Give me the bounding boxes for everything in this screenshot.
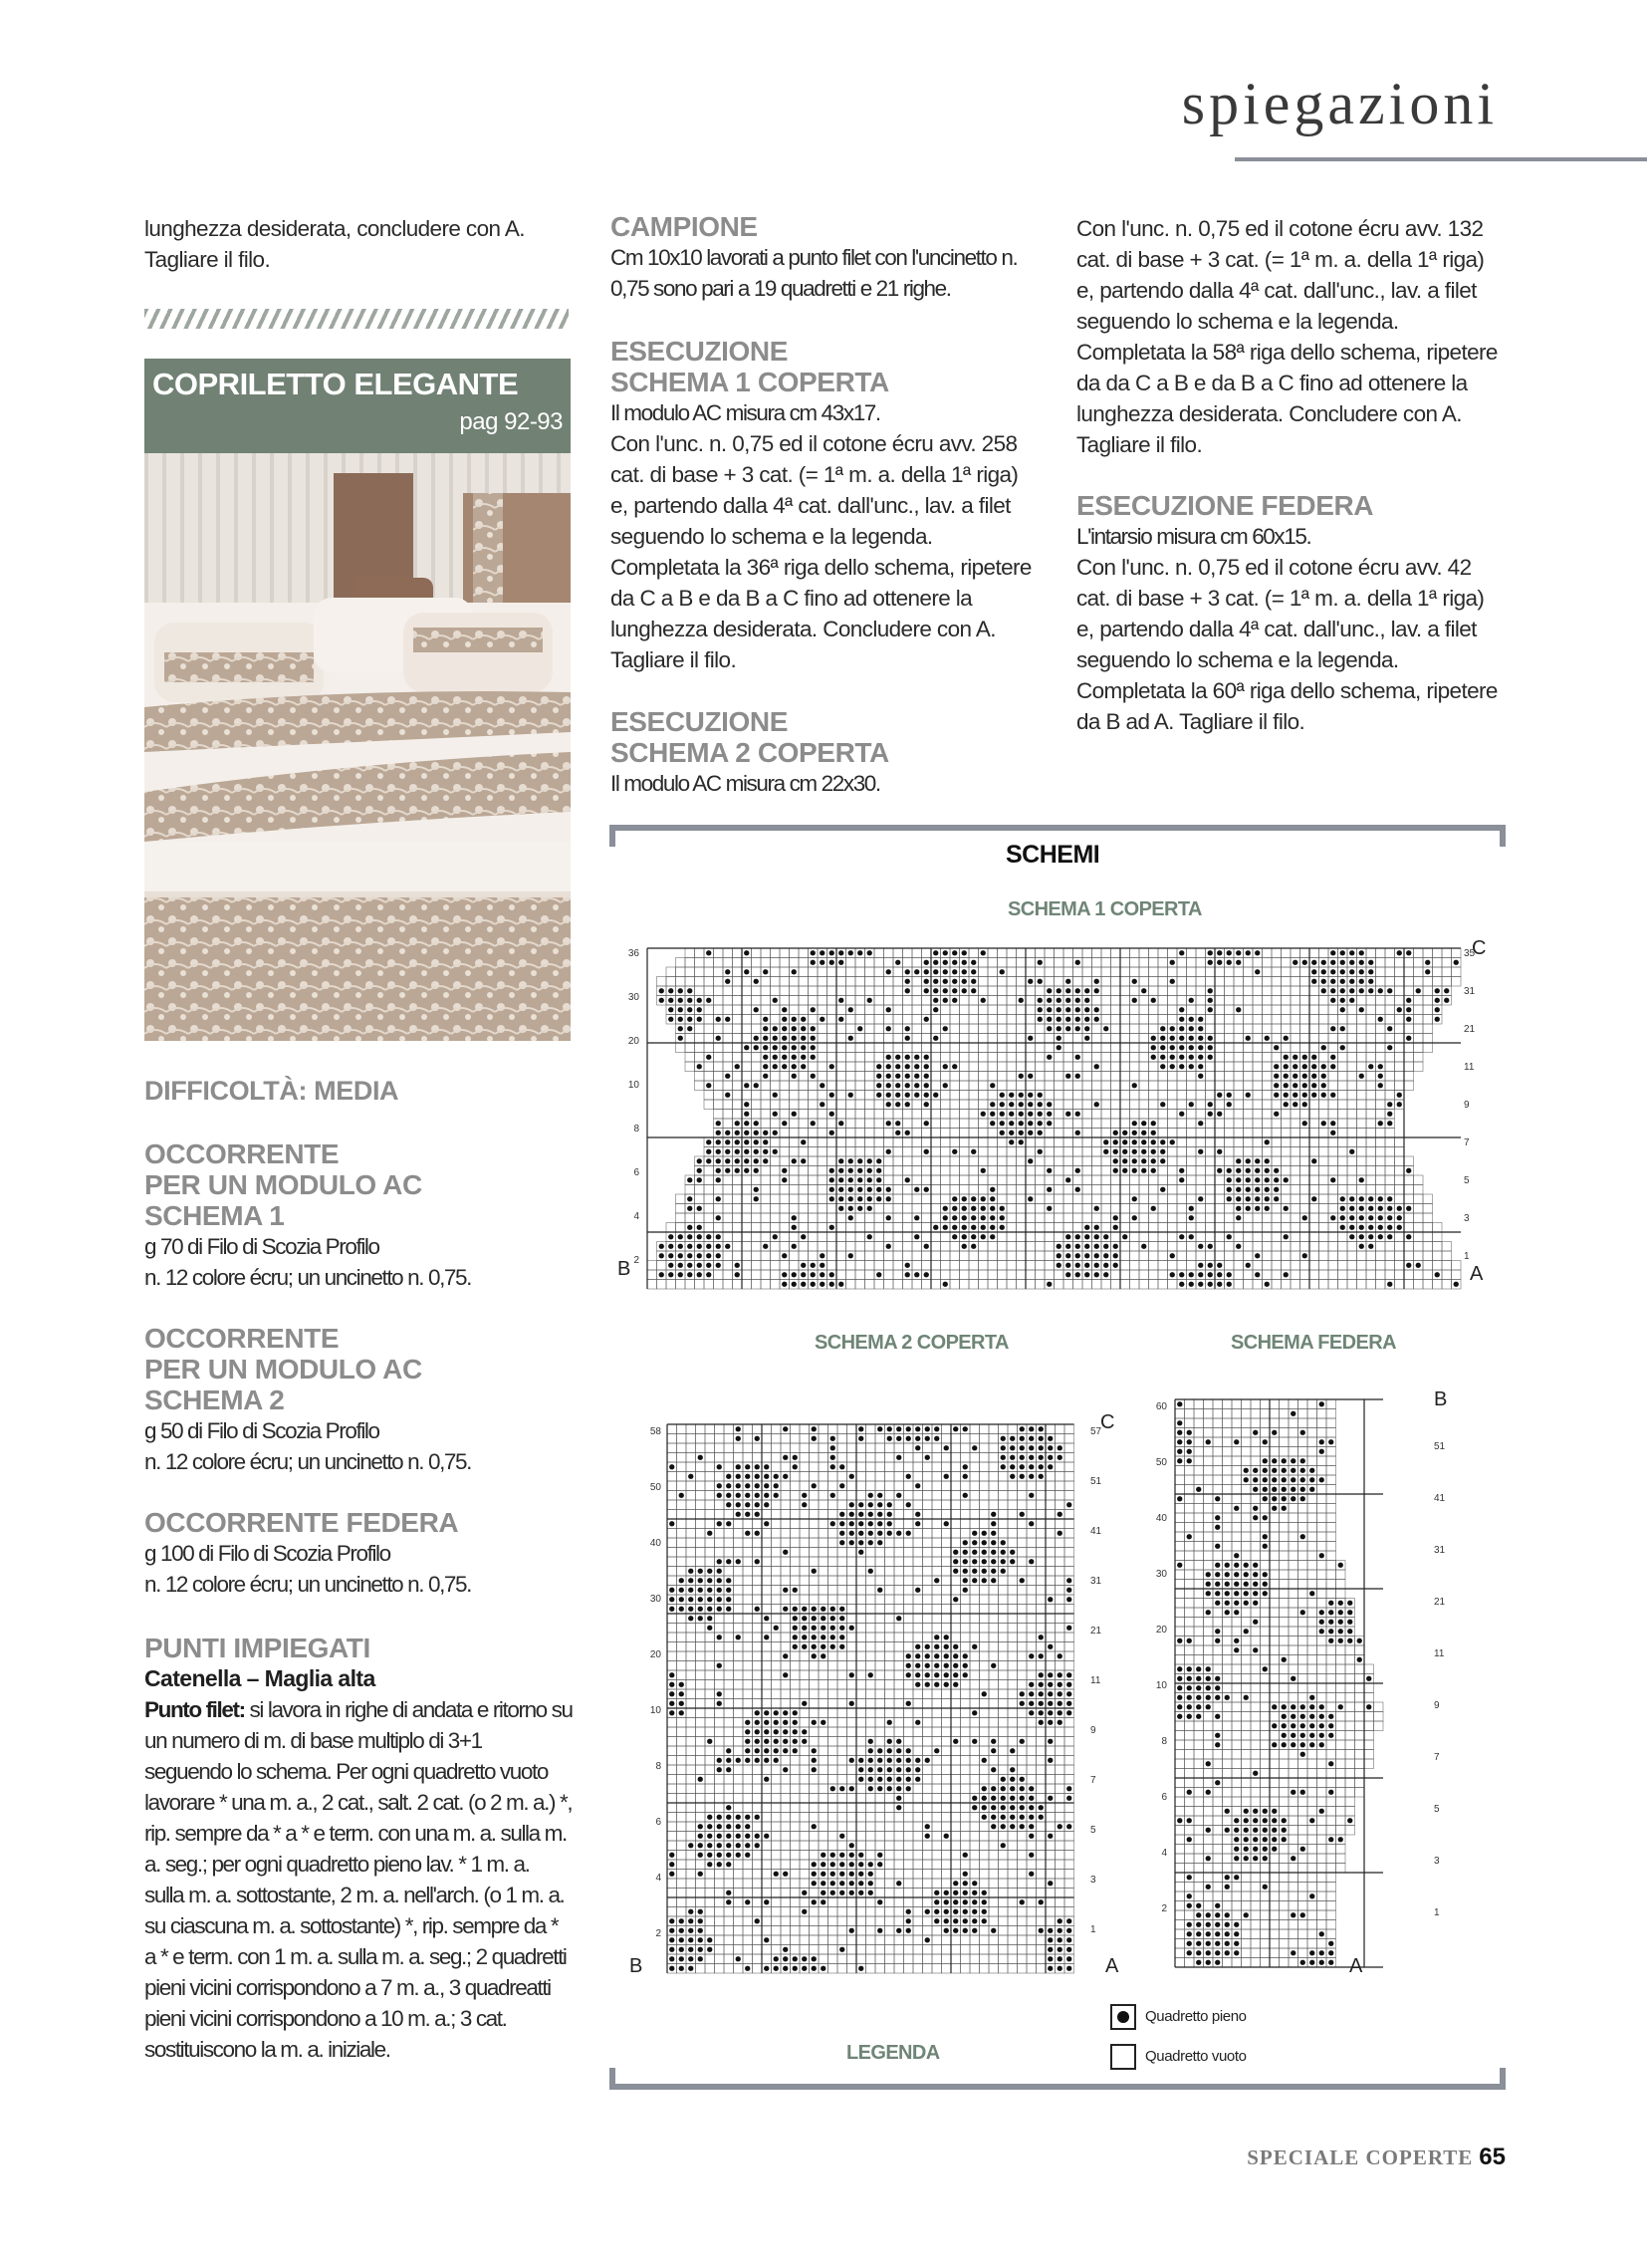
continuation-text: lunghezza desiderata, concludere con A. Tagliare il filo. — [144, 216, 525, 272]
schema1-row-label-left: 10 — [627, 1080, 639, 1091]
punto-filet-paragraph — [144, 1694, 573, 2065]
esecuzione-schema1-section — [610, 336, 1039, 675]
difficulty: DIFFICOLTÀ: MEDIA — [144, 1076, 399, 1106]
punto-filet-label: Punto filet: — [144, 1697, 245, 1722]
schema2-row-label-left: 30 — [649, 1594, 661, 1605]
esec2-line-a: Il modulo AC misura cm 22x30. — [610, 771, 880, 796]
federa-row-label-left: 10 — [1155, 1680, 1167, 1691]
schema2-row-label-left: 2 — [655, 1928, 661, 1939]
schema1-row-label-right: 9 — [1464, 1100, 1470, 1111]
federa-row-label-right: 5 — [1434, 1804, 1440, 1815]
schema2-instructions: Con l'unc. n. 0,75 ed il cotone écru avv. 132 cat. di base + 3 cat. (= 1ª m. a. della 1ª riga) e, partendo dalla 4ª cat. dall'unc., lav. a filet seguendo lo schema e la legenda. Completata la 58ª riga dello schema, ripetere da da C a B e da B a C fino ad ottenere la lunghezza desiderata. Concludere con A. Tagliare il filo. — [1076, 216, 1498, 457]
schema1-row-label-left: 8 — [633, 1124, 639, 1134]
frame-tick — [609, 825, 615, 847]
occ1-line-1: g 70 di Filo di Scozia Profilo — [144, 1234, 379, 1259]
federa-row-label-left: 4 — [1161, 1848, 1167, 1859]
federa-chart — [1145, 1389, 1504, 1982]
occ2-heading-2: PER UN MODULO AC — [144, 1354, 422, 1385]
federa-row-label-right: 11 — [1434, 1648, 1445, 1659]
punti-sub: Catenella – Maglia alta — [144, 1665, 375, 1691]
federa-row-label-left: 30 — [1155, 1569, 1167, 1580]
federa-row-label-right: 41 — [1434, 1493, 1446, 1504]
schema1-row-label-left: 6 — [633, 1167, 639, 1178]
schema1-row-label-right: 31 — [1464, 986, 1476, 997]
occ1-heading-2: PER UN MODULO AC — [144, 1169, 422, 1200]
federa-title: SCHEMA FEDERA — [1231, 1332, 1396, 1354]
federa-letter-b: B — [1434, 1389, 1448, 1410]
occ2-line-1: g 50 di Filo di Scozia Profilo — [144, 1418, 379, 1443]
schemi-frame-bottom — [609, 2084, 1506, 2090]
filet-grid — [667, 1424, 1074, 1973]
occ3-line-1: g 100 di Filo di Scozia Profilo — [144, 1541, 390, 1566]
schemi-frame-top — [609, 825, 1506, 831]
esecuzione-schema2-section — [610, 706, 1039, 799]
federa-row-label-left: 8 — [1161, 1736, 1167, 1747]
punti-heading: PUNTI IMPIEGATI — [144, 1633, 370, 1663]
federa-row-label-left: 60 — [1155, 1401, 1167, 1412]
schema1-row-label-right: 1 — [1464, 1251, 1470, 1262]
page-footer — [1247, 2143, 1506, 2171]
schema2-row-label-right: 21 — [1090, 1626, 1102, 1637]
schema1-row-label-left: 20 — [627, 1036, 639, 1047]
product-photo — [144, 453, 571, 1041]
product-title: COPRILETTO ELEGANTE — [152, 367, 519, 401]
schema2-row-label-right: 11 — [1090, 1675, 1101, 1686]
schema2-row-label-right: 5 — [1090, 1825, 1096, 1836]
magazine-name: SPECIALE COPERTE — [1247, 2145, 1474, 2169]
federa-row-label-right: 51 — [1434, 1441, 1446, 1452]
federa-letter-a: A — [1349, 1955, 1363, 1977]
schema2-row-label-left: 58 — [649, 1426, 661, 1437]
schema2-row-label-right: 41 — [1090, 1526, 1102, 1537]
schemi-title: SCHEMI — [1006, 841, 1100, 869]
occ1-line-2: n. 12 colore écru; un uncinetto n. 0,75. — [144, 1265, 472, 1290]
esec2-heading-1: ESECUZIONE — [610, 706, 789, 737]
schema1-row-label-right: 7 — [1464, 1137, 1470, 1148]
schema1-title: SCHEMA 1 COPERTA — [1008, 898, 1202, 920]
campione-text: Cm 10x10 lavorati a punto filet con l'uncinetto n. 0,75 sono pari a 19 quadretti e 21 righe. — [610, 245, 1018, 301]
schema1-letter-c: C — [1472, 937, 1487, 959]
federa-row-label-right: 1 — [1434, 1907, 1440, 1918]
esec1-heading-1: ESECUZIONE — [610, 336, 789, 367]
occ1-heading-1: OCCORRENTE — [144, 1138, 340, 1169]
schema2-row-label-left: 4 — [655, 1873, 661, 1884]
schema1-row-label-left: 30 — [627, 992, 639, 1003]
esec2-heading-2: SCHEMA 2 COPERTA — [610, 737, 889, 768]
schema2-row-label-right: 57 — [1090, 1426, 1102, 1437]
federa-row-label-right: 31 — [1434, 1545, 1446, 1556]
schema2-row-label-left: 40 — [649, 1538, 661, 1549]
filet-grid — [1175, 1399, 1383, 1967]
legend-dot — [1117, 2011, 1129, 2023]
federa-row-label-right: 7 — [1434, 1752, 1440, 1763]
campione-section — [610, 211, 1039, 304]
occ1-heading-3: SCHEMA 1 — [144, 1200, 285, 1231]
page-number: 65 — [1479, 2143, 1506, 2170]
schema2-title: SCHEMA 2 COPERTA — [815, 1332, 1009, 1354]
federa-line-a: L'intarsio misura cm 60x15. — [1076, 524, 1311, 549]
frame-tick — [1500, 2068, 1506, 2090]
occorrente-schema1 — [144, 1138, 573, 1293]
federa-row-label-left: 20 — [1155, 1625, 1167, 1636]
schema2-letter-c: C — [1100, 1414, 1115, 1433]
legend-empty-label: Quadretto vuoto — [1145, 2048, 1247, 2065]
schema1-row-label-right: 21 — [1464, 1024, 1476, 1035]
product-pages: pag 92-93 — [459, 408, 563, 435]
schema2-row-label-left: 8 — [655, 1761, 661, 1772]
filet-grid — [647, 948, 1461, 1289]
punto-filet-text: si lavora in righe di andata e ritorno su un numero di m. di base multiplo di 3+1 seguendo lo schema. Per ogni quadretto vuoto lavorare * una m. a., 2 cat., salt. 2 cat. (o 2 m. a.) *, rip. sempre da * a * e term. con una m. a. sulla m. a. seg.; per ogni quadretto pieno lav. * 1 m. a. sulla m. a. sottostante, 2 m. a. nell'arch. (o 1 m. a. su ciascuna m. a. sottostante) *, rip. sempre da * a * e term. con 1 m. a. sulla m. a. seg.; 2 quadretti pieni vicini corrispondono a 7 m. a., 3 quadreatti pieni vicini corrispondono a 10 m. a.; 3 cat. sostituiscono la m. a. iniziale. — [144, 1697, 573, 2062]
schema2-row-label-left: 6 — [655, 1817, 661, 1828]
federa-row-label-left: 6 — [1161, 1792, 1167, 1803]
schema2-row-label-right: 31 — [1090, 1576, 1102, 1587]
esec1-line-a: Il modulo AC misura cm 43x17. — [610, 400, 880, 425]
schema1-row-label-right: 11 — [1464, 1062, 1475, 1073]
legenda-title: LEGENDA — [846, 2042, 940, 2064]
schema2-row-label-right: 51 — [1090, 1476, 1102, 1487]
schema1-row-label-left: 4 — [633, 1211, 639, 1222]
frame-tick — [1500, 825, 1506, 847]
esec1-text: Con l'unc. n. 0,75 ed il cotone écru avv. 258 cat. di base + 3 cat. (= 1ª m. a. della 1ª riga) e, partendo dalla 4ª cat. dall'unc., lav. a filet seguendo lo schema e la legenda. Completata la 36ª riga dello schema, ripetere da C a B e da B a C fino ad ottenere la lunghezza desiderata. Concludere con A. Tagliare il filo. — [610, 431, 1032, 672]
schema2-chart — [627, 1414, 1145, 1982]
schema2-letter-b: B — [629, 1955, 643, 1977]
esecuzione-federa-section — [1076, 490, 1505, 737]
legend-filled-label: Quadretto pieno — [1145, 2008, 1247, 2025]
campione-heading: CAMPIONE — [610, 211, 758, 242]
legend-filled-swatch — [1110, 2004, 1136, 2030]
schema2-row-label-right: 3 — [1090, 1875, 1096, 1886]
hatch-divider — [144, 309, 569, 329]
occ2-heading-1: OCCORRENTE — [144, 1323, 340, 1354]
schema2-letter-a: A — [1105, 1955, 1119, 1977]
schema2-row-label-left: 10 — [649, 1705, 661, 1716]
federa-row-label-left: 2 — [1161, 1903, 1167, 1914]
federa-row-label-left: 40 — [1155, 1513, 1167, 1524]
schema1-row-label-left: 2 — [633, 1255, 639, 1266]
schema1-chart — [617, 936, 1494, 1295]
schema2-row-label-left: 20 — [649, 1649, 661, 1660]
occ3-heading: OCCORRENTE FEDERA — [144, 1507, 459, 1538]
legend-empty-swatch — [1110, 2044, 1136, 2070]
federa-heading: ESECUZIONE FEDERA — [1076, 490, 1374, 521]
schema1-row-label-left: 36 — [627, 948, 639, 959]
schema1-row-label-right: 3 — [1464, 1213, 1470, 1224]
punti-impiegati — [144, 1633, 573, 2065]
federa-row-label-right: 21 — [1434, 1597, 1446, 1608]
federa-row-label-left: 50 — [1155, 1457, 1167, 1468]
schema1-row-label-right: 5 — [1464, 1175, 1470, 1186]
federa-text: Con l'unc. n. 0,75 ed il cotone écru avv. 42 cat. di base + 3 cat. (= 1ª m. a. della 1ª riga) e, partendo dalla 4ª cat. dall'unc., lav. a filet seguendo lo schema e la legenda. Completata la 60ª riga dello schema, ripetere da B ad A. Tagliare il filo. — [1076, 555, 1498, 734]
occorrente-schema2 — [144, 1323, 573, 1477]
federa-row-label-right: 3 — [1434, 1856, 1440, 1867]
occorrente-federa — [144, 1507, 573, 1600]
schema2-row-label-right: 1 — [1090, 1924, 1096, 1935]
schema1-row-label-right: 35 — [1464, 948, 1476, 959]
section-title: spiegazioni — [1181, 71, 1498, 136]
schema2-row-label-right: 9 — [1090, 1725, 1096, 1736]
schema2-row-label-right: 7 — [1090, 1775, 1096, 1786]
schema1-letter-a: A — [1470, 1263, 1484, 1285]
product-title-box — [144, 359, 571, 453]
header-rule — [1235, 157, 1647, 161]
occ3-line-2: n. 12 colore écru; un uncinetto n. 0,75. — [144, 1572, 472, 1597]
schema1-letter-b: B — [617, 1258, 631, 1280]
occ2-heading-3: SCHEMA 2 — [144, 1385, 285, 1415]
occ2-line-2: n. 12 colore écru; un uncinetto n. 0,75. — [144, 1449, 472, 1474]
frame-tick — [609, 2068, 615, 2090]
federa-row-label-right: 9 — [1434, 1700, 1440, 1711]
esec1-heading-2: SCHEMA 1 COPERTA — [610, 367, 889, 397]
schema2-row-label-left: 50 — [649, 1482, 661, 1493]
